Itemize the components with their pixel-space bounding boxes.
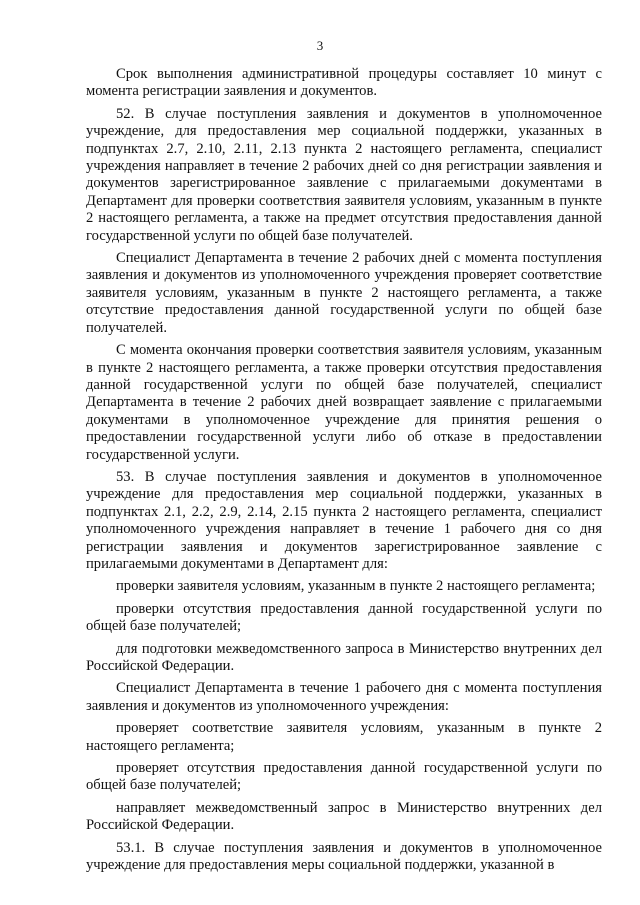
paragraph-52: 52. В случае поступления заявления и документов в уполномоченное учреждение, для предоставления мер социальной поддержки, указанных в подпунктах 2.7, 2.10, 2.11, 2.13 пункта 2 настоящего регламента, специалист учреждения направляет в течение 2 рабочих дней со дня регистрации заявления и документов зарегистрированное заявление с прилагаемыми документами в Департамент для проверки соответствия заявителя условиям, указанным в пункте 2 настоящего регламента, а также на предмет отсутствия предоставления данной государственной услуги по общей базе получателей. — [86, 105, 602, 244]
paragraph-53: 53. В случае поступления заявления и документов в уполномоченное учреждение для предоставления мер социальной поддержки, указанных в подпунктах 2.1, 2.2, 2.9, 2.14, 2.15 пункта 2 настоящего регламента, специалист уполномоченного учреждения направляет в течение 1 рабочего дня со дня регистрации заявления и документов зарегистрированное заявление с прилагаемыми документами в Департамент для: — [86, 468, 602, 572]
page-number: 3 — [316, 38, 324, 53]
paragraph-specialist-one-day: Специалист Департамента в течение 1 рабочего дня с момента поступления заявления и документов из уполномоченного учреждения: — [86, 680, 602, 714]
paragraph-return-application: С момента окончания проверки соответствия заявителя условиям, указанным в пункте 2 настоящего регламента, а также проверки отсутствия предоставления данной государственной услуги по общей базе получателей, специалист Департамента в течение 2 рабочих дней возвращает заявление с прилагаемыми документами в уполномоченное учреждение для принятия решения о предоставлении государственной услуги либо об отказе в предоставлении государственной услуги. — [86, 342, 602, 463]
list-item-verifies-absence: проверяет отсутствия предоставления данной государственной услуги по общей базе получателей; — [86, 760, 602, 794]
list-item-sends-request: направляет межведомственный запрос в Министерство внутренних дел Российской Федерации. — [86, 799, 602, 834]
list-item-verifies-conditions: проверяет соответствие заявителя условиям, указанным в пункте 2 настоящего регламента; — [86, 720, 602, 754]
list-item-check-conditions: проверки заявителя условиям, указанным в пункте 2 настоящего регламента; — [116, 578, 596, 595]
paragraph-procedure-duration: Срок выполнения административной процедуры составляет 10 минут с момента регистрации заявления и документов. — [86, 66, 602, 100]
document-body — [86, 66, 602, 879]
paragraph-department-check: Специалист Департамента в течение 2 рабочих дней с момента поступления заявления и документов из уполномоченного учреждения проверяет соответствие заявителя условиям, указанным в пункте 2 настоящего регламента, а также отсутствие предоставления данной государственной услуги по общей базе получателей. — [86, 250, 602, 336]
list-item-check-absence: проверки отсутствия предоставления данной государственной услуги по общей базе получателей; — [86, 600, 602, 635]
list-item-interagency-request: для подготовки межведомственного запроса в Министерство внутренних дел Российской Федерации. — [86, 640, 602, 674]
paragraph-53-1: 53.1. В случае поступления заявления и документов в уполномоченное учреждение для предоставления меры социальной поддержки, указанной в — [86, 839, 602, 874]
